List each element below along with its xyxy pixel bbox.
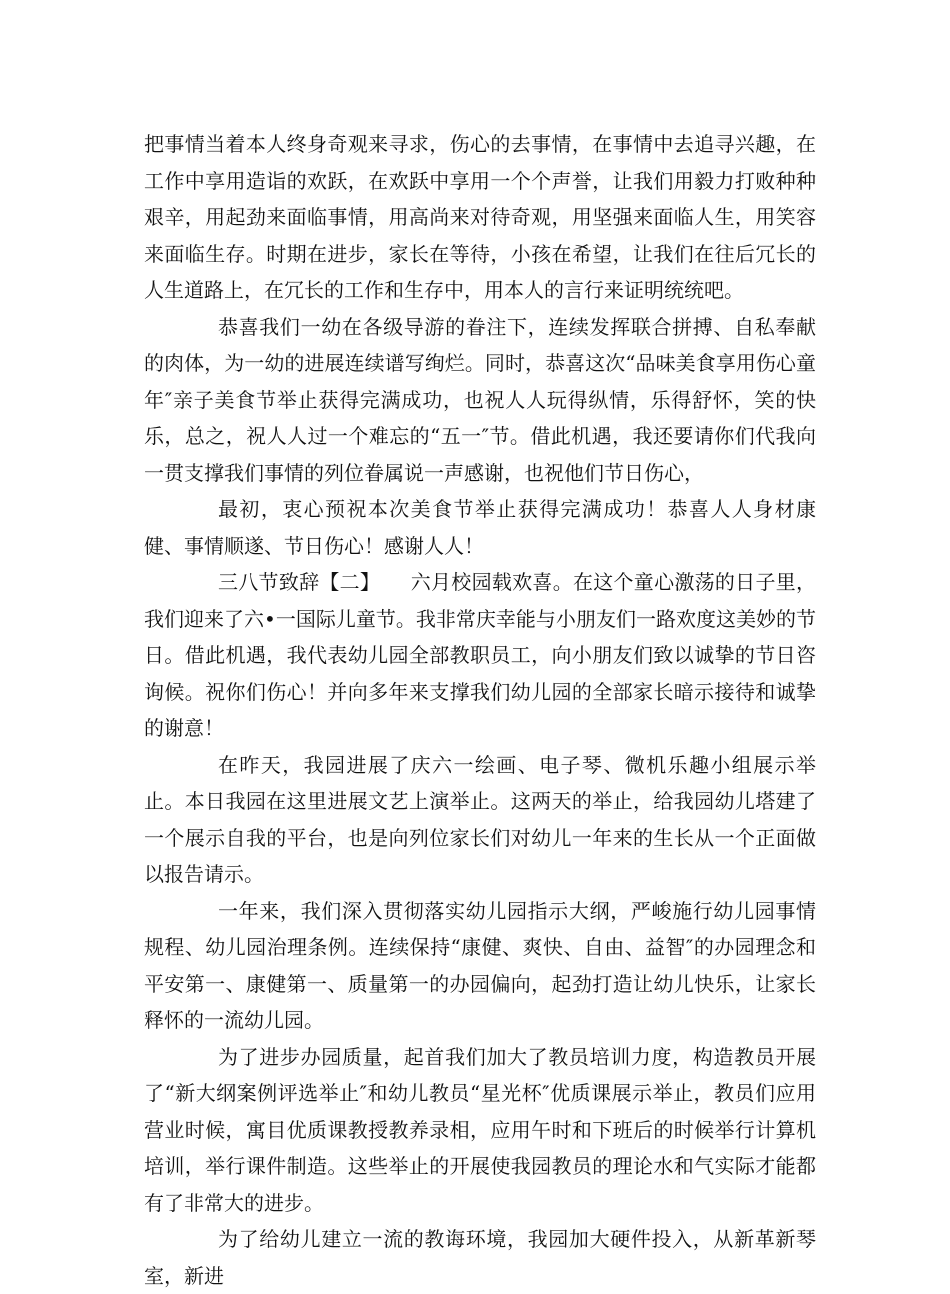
paragraph-3: 最初，衷心预祝本次美食节举止获得完满成功！恭喜人人身材康健、事情顺遂、节日伤心！感谢人人！ bbox=[144, 497, 816, 558]
paragraph-7: 为了进步办园质量，起首我们加大了教员培训力度，构造教员开展了“新大纲案例评选举止″和幼儿教员“星光杯″优质课展示举止，教员们应用营业时候，寓目优质课教授教养录相，应用午时和下班后的时候举行计算机培训，举行课件制造。这些举止的开展使我园教员的理论水和气实际才能都有了非常大的进步。 bbox=[144, 1044, 816, 1215]
paragraph-5: 在昨天，我园进展了庆六一绘画、电子琴、微机乐趣小组展示举止。本日我园在这里进展文艺上演举止。这两天的举止，给我园幼儿塔建了一个展示自我的平台，也是向列位家长们对幼儿一年来的生长从一个正面做以报告请示。 bbox=[144, 752, 816, 886]
paragraph-8: 为了给幼儿建立一流的教诲环境，我园加大硬件投入，从新革新琴室，新进 bbox=[144, 1227, 816, 1288]
paragraph-2: 恭喜我们一幼在各级导游的眷注下，连续发挥联合拼搏、自私奉献的肉体，为一幼的进展连续谱写绚烂。同时，恭喜这次“品味美食享用伤心童年″亲子美食节举止获得完满成功，也祝人人玩得纵情，乐得舒怀，笑的快乐，总之，祝人人过一个难忘的“五一″节。借此机遇，我还要请你们代我向一贯支撑我们事情的列位眷属说一声感谢，也祝他们节日伤心， bbox=[144, 314, 816, 485]
paragraph-4: 三八节致辞【二】 六月校园载欢喜。在这个童心激荡的日子里，我们迎来了六•一国际儿童节。我非常庆幸能与小朋友们一路欢度这美妙的节日。借此机遇，我代表幼儿园全部教职员工，向小朋友们致以诚挚的节日咨询候。祝你们伤心！并向多年来支撑我们幼儿园的全部家长暗示接待和诚挚的谢意！ bbox=[144, 570, 816, 740]
document-body bbox=[144, 126, 816, 1294]
paragraph-1: 把事情当着本人终身奇观来寻求，伤心的去事情，在事情中去追寻兴趣，在工作中享用造诣的欢跃，在欢跃中享用一个个声誉，让我们用毅力打败种种艰辛，用起劲来面临事情，用高尚来对待奇观，用坚强来面临人生，用笑容来面临生存。时期在进步，家长在等待，小孩在希望，让我们在往后冗长的人生道路上，在冗长的工作和生存中，用本人的言行来证明统统吧。 bbox=[144, 132, 816, 302]
paragraph-6: 一年来，我们深入贯彻落实幼儿园指示大纲，严峻施行幼儿园事情规程、幼儿园治理条例。连续保持“康健、爽快、自由、益智″的办园理念和平安第一、康健第一、质量第一的办园偏向，起劲打造让幼儿快乐，让家长释怀的一流幼儿园。 bbox=[144, 898, 816, 1032]
